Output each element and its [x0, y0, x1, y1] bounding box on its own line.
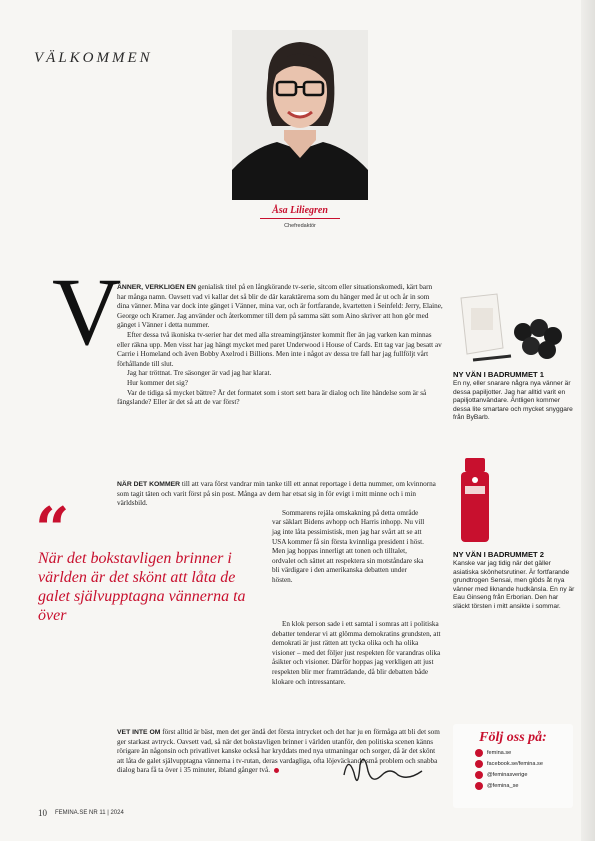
section-title: VÄLKOMMEN — [34, 50, 153, 66]
paragraph: Var de tidiga så mycket bättre? Är det formatet som i stort sett bara är dialog och lite händelse som är så fängslande? Eller är det så att de var först? — [117, 388, 427, 407]
page-edge — [581, 0, 595, 841]
quote-mark-icon: “ — [35, 495, 70, 565]
lead-in: ÄNNER, VERKLIGEN EN — [117, 284, 196, 291]
byline — [230, 205, 370, 229]
sidebar-body: En ny, eller snarare några nya vänner är dessa papiljotter. Jag har alltid varit en papiljottanvändare. Äntligen kommer dessa lite smartare och mycket snyggare från ByBarb. — [453, 380, 573, 422]
author-title: Chefredaktör — [284, 223, 316, 229]
web-icon — [475, 749, 483, 757]
sidebar-item-2 — [453, 550, 575, 612]
lead-in: VET INTE OM — [117, 729, 161, 736]
social-link-web[interactable]: femina.se — [475, 749, 573, 757]
tiktok-icon — [475, 782, 483, 790]
byline-rule — [260, 218, 340, 219]
facebook-icon — [475, 760, 483, 768]
sidebar-heading: NY VÄN I BADRUMMET 2 — [453, 550, 544, 559]
paragraph: En klok person sade i ett samtal i somras att i politiska debatter tenderar vi att glömma demokratins grundsten, att demokrati är just rätten att tycka olika och ha olika visioner – med det följer just respekten för varandras olika åsikter och visioner. Därför hoppas jag verkligen att just respekten blir mer framträdande, då blir debatten både klokare och intressantare. — [272, 620, 441, 686]
social-link-facebook[interactable]: facebook.se/femina.se — [475, 760, 573, 768]
article-section-1 — [117, 283, 443, 408]
sidebar-heading: NY VÄN I BADRUMMET 1 — [453, 370, 544, 379]
social-box — [453, 724, 573, 808]
serum-bottle-image — [455, 456, 495, 544]
sidebar-item-1 — [453, 370, 575, 423]
sidebar-body: Kanske var jag tidig när det gäller asiatiska skönhetsrutiner. Är fortfarande grundtrogen Sensai, men glöds åt nya vänner med liknande hudkänsla. En ny är Eau Ginseng från Erborian. Den har släckt törsten i mitt ansikte i sommar. — [453, 560, 575, 610]
signature — [338, 745, 428, 795]
paragraph: Efter dessa två ikoniska tv-serier har det med alla streamingtjänster kommit fler än jag varken kan minnas eller räkna upp. Men visst har jag hängt mycket med paret Underwood i House of Cards. Ett tag var jag besatt av Carrie i Homeland och även Bobby Axelrod i Billions. Men inte i något av dessa tre fall har jag fullföljt vårt förhållande till slut. — [117, 330, 442, 368]
paragraph: Sommarens rejäla omskakning på detta område var säklart Bidens avhopp och Harris inhopp. Nu vill jag inte låta pessimistisk, men jag har svårt att se att USA kommer få sin första kvinnliga president i höst. Men jag hoppas innerligt att tonen och tilltalet, ordvalet och sättet att respektera sin motståndare ska bli värdigare i den amerikanska debatten under hösten. — [272, 508, 425, 584]
drop-cap: V — [52, 258, 122, 365]
paragraph: Jag har tröttnat. Tre säsonger är vad jag har klarat. — [127, 369, 272, 378]
magazine-issue: FEMINA.SE NR 11 | 2024 — [55, 810, 124, 816]
paragraph — [117, 480, 443, 509]
page-number: 10 — [38, 808, 47, 818]
author-name: Åsa Liliegren — [272, 205, 328, 216]
social-title: Följ oss på: — [479, 730, 547, 745]
lead-in: NÄR DET KOMMER — [117, 481, 181, 488]
pull-quote: När det bokstavligen brinner i världen är det skönt att låta de galet självupptagna vännerna ta över — [38, 550, 246, 624]
curlers-product-image — [453, 290, 573, 368]
paragraph: Hur kommer det sig? — [127, 378, 188, 387]
editor-portrait — [232, 30, 368, 200]
paragraph — [117, 283, 443, 331]
paragraph-text: genialisk titel på en långkörande tv-serie, sitcom eller situationskomedi, kärt barn har många namn. Oavsett vad vi kallar det så blir de där karaktärerna som du hänger med år ut och år in som dina vänner. Mina var dock inte gänget i Vänner, mina var, och är fortfarande, kvartetten i Seinfeld: Jerry, Elaine, George och Kramer. Jag använder och återkommer till dem på samma sätt som Aino skriver att hon gör med gänget i Vänner i detta nummer. — [117, 283, 443, 330]
article-section-3 — [117, 620, 443, 687]
paragraph-text: först alltid är bäst, men det ger ändå det första intrycket och det har ju en förmåga att bli det som ger starkast avtryck. Oavsett vad, så när det bokstavligen brinner i världen utanför, den politiska scenen känns rörigare än någonsin och privatlivet kanske också har kryddats med nya utmaningar och sorger, då är det skönt att låta de galet självupptagna vännerna i tv-rutan, deras vardagliga, ofta löjeväckande små problem och snabba dialog bara få ta över i 35 minuter, ibland gånger två. — [117, 728, 440, 775]
page-footer — [38, 808, 124, 818]
paragraph-text: till att vara först vandrar min tanke till ett annat reportage i detta nummer, om kvinnorna som tagit täten och varit först på sin post. Många av dem har etsat sig in för evigt i mitt minne och i min världsbild. — [117, 480, 436, 508]
social-link-instagram[interactable]: @feminasverige — [475, 771, 573, 779]
end-mark — [274, 768, 279, 773]
social-link-tiktok[interactable]: @femina_se — [475, 782, 573, 790]
instagram-icon — [475, 771, 483, 779]
